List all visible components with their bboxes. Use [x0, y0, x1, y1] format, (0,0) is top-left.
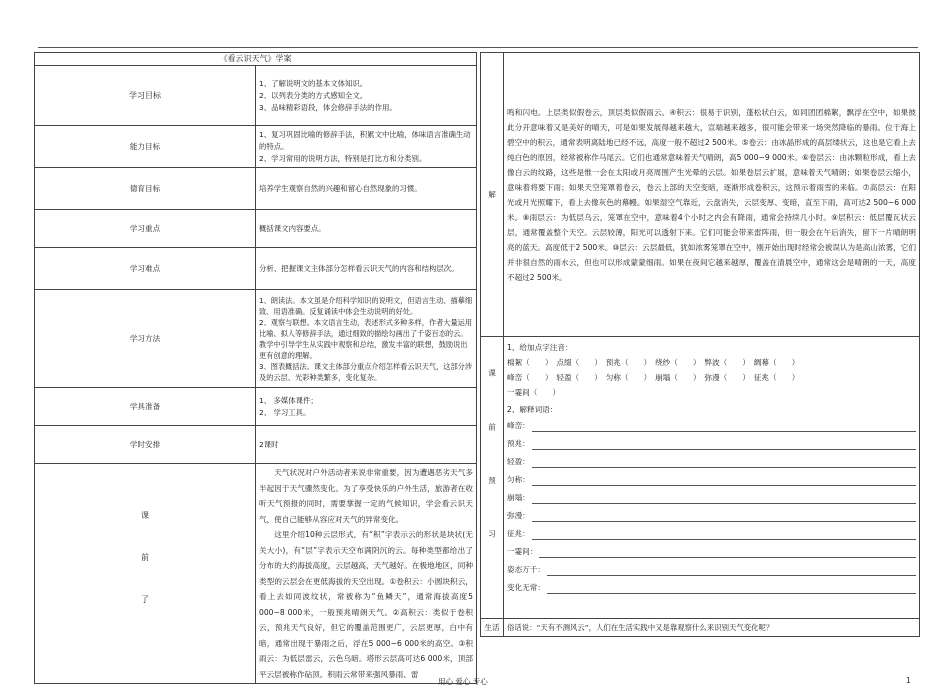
line: 1、复习巩固比喻的修辞手法，积累文中比喻，体味语言准确生动的特点。: [259, 129, 471, 151]
word-label: 崩塌：: [507, 493, 530, 502]
right-table: [480, 52, 920, 637]
line: 3、品味精彩语段，体会修辞手法的作用。: [259, 102, 397, 112]
answer-line[interactable]: [532, 493, 916, 504]
paragraph: 这里介绍10种云层形式，有“积”字表示云的形状是块状(无关大小)，有“层”字表示天空布满阴沉的云。每种类型都给出了分布的大约海拔高度，云层越高，天气越好。在极地地区，同种类型的云层会在更低海拔的天空出现。①卷积云：小圆块积云，看上去如同波纹状，常被称为“鱼鳞天”，通常海拔高度5 000~8 000米，一般预兆晴朗天气。②高积云：类似于卷积云，预兆天气良好，但它的覆盖范围更广，云层更厚，白中有暗，通常出现于暴雨之后，浮在5 000~6 000米的高空。③积雨云：为低层雷云，云色乌暗。塔形云层高可达6 000米，顶部平云层被称作砧顶。积雨云常带来强风暴雨、雷: [259, 530, 473, 679]
word-label: 变化无常：: [507, 583, 545, 592]
row-content: [504, 337, 920, 619]
answer-line[interactable]: [532, 457, 916, 468]
row-label: [35, 210, 256, 248]
row-content: [256, 126, 477, 168]
answer-line[interactable]: [532, 439, 916, 450]
left-page: [34, 52, 477, 684]
paragraph: 天气状况对户外活动者来说非常重要，因为遭遇恶劣天气多半起因于天气骤然变化。为了享受快乐的户外生活，旅游者在收听天气预报的同时，需要掌握一定的气候知识，学会看云识天气，使自己能够从容应对天气的异常变化。: [259, 468, 473, 524]
row-label: [35, 388, 256, 426]
word-row: [507, 507, 916, 525]
section-title: 2、解释词语：: [507, 405, 558, 414]
label-text: 能力目标: [129, 142, 161, 151]
line: 1、了解说明文的基本文体知识。: [259, 78, 368, 88]
answer-line[interactable]: [532, 511, 916, 522]
line: 1、 多媒体课件；: [259, 395, 318, 405]
word-label: 匀称：: [507, 475, 530, 484]
pinyin-row: 一霎间（ ）: [507, 388, 561, 397]
label-text: 学具准备: [129, 402, 161, 411]
label-text: 课前了: [140, 510, 150, 637]
row-content: [256, 210, 477, 248]
word-row: [507, 525, 916, 543]
label-text: 解: [488, 190, 496, 199]
answer-line[interactable]: [539, 547, 916, 558]
word-row: [507, 579, 916, 597]
pinyin-row: 棉絮（ ） 点缀（ ） 预兆（ ） 绕纱（ ） 弊波（ ） 绸幕（ ）: [507, 358, 800, 367]
row-label: [481, 337, 504, 619]
row-explanation: [481, 53, 920, 337]
answer-line[interactable]: [547, 565, 916, 576]
row-schedule: [35, 426, 477, 464]
answer-line[interactable]: [532, 421, 916, 432]
answer-line[interactable]: [547, 583, 916, 594]
label-text: 学时安排: [129, 440, 161, 449]
row-lesson-text: [35, 464, 477, 684]
word-label: 征兆：: [507, 529, 530, 538]
row-methods: [35, 290, 477, 388]
word-label: 预兆：: [507, 439, 530, 448]
word-label: 峰峦：: [507, 421, 530, 430]
row-study-goals: [35, 66, 477, 126]
row-label: [35, 290, 256, 388]
row-content: [256, 388, 477, 426]
row-label: [35, 66, 256, 126]
line: 2课时: [259, 439, 279, 449]
line: 3、图表概括法。课文主体部分重点介绍怎样看云识天气，这部分涉及的云层、光彩种类繁多，变化复杂。: [259, 361, 473, 382]
section-title: 1、给加点字注音：: [507, 343, 573, 352]
row-label: [35, 248, 256, 290]
line: 2、观察与联想。本文语言生动，表述形式多种多样，作者大量运用比喻、拟人等修辞手法，通过细致的描绘勾画出了千姿百态的云。: [259, 317, 473, 338]
row-difficulties: [35, 248, 477, 290]
question-text: 俗话说：“天有不测风云”，人们在生活实践中又是靠观察什么来识别天气变化呢？: [507, 622, 774, 632]
row-content: [256, 66, 477, 126]
row-materials: [35, 388, 477, 426]
label-text: 课前预习: [487, 368, 497, 584]
header-rule: [38, 47, 918, 48]
row-content: [256, 426, 477, 464]
word-row: [507, 489, 916, 507]
row-ability-goals: [35, 126, 477, 168]
row-label: [35, 126, 256, 168]
line: 1、朗读法。本文虽是介绍科学知识的说明文，但语言生动、描摹细致、用语准确。反复诵读中体会生动说明的好处。: [259, 295, 473, 316]
label-text: 生活: [484, 623, 500, 632]
answer-line[interactable]: [532, 529, 916, 540]
label-text: 学习方法: [129, 334, 161, 343]
row-content: [256, 248, 477, 290]
paragraph: 鸣和闪电。上层类似假卷云，顶层类似假雨云。④积云：很易于识别，蓬松状白云，如同团团棉絮，飘浮在空中，如果彼此分开意味着又是美好的晴天，可是如果发展得越来越大，宣端越来越多，很可能会带来一场突然降临的暴雨。位于海上碧空中的积云，通常表明离陆地已经不远，高度一般不超过2 500米。⑤卷云：由冰晶形成的高层缕状云，这也是它看上去纯白色的原因，经常被称作马尾云。它们也通常意味着天气晴朗，高5 000~9 000米。⑥卷层云：由冰颗粒形成，看上去像白云的纹路，这些是惟一会在太阳或月亮周围产生光晕的云层。如果卷层云扩展，意味着天气晴朗；如果卷层云缩小，意味着将要下雨；如果天空笼罩着卷云，卷云上部的天空变暗，逐渐形成卷积云，这预示着雨雪的来临。⑦高层云：在阳光或月光照耀下，看上去像灰色的幕幔。如果湿空气靠近，云盘消失，云层变厚、变暗，直至下雨，高可达2 500~6 000米。⑧雨层云：为低层乌云，笼罩在空中，意味着4个小时之内会有降雨，通常会持续几小时。⑨层积云：低层覆瓦状云层，通常覆盖整个天空。云层较薄，阳光可以透射下来。它们可能会带来雷阵雨，但一般会在午后消失，留下一片晴朗明亮的蓝天。高度低于2 500米。⑩层云：云层最低，犹如浓雾笼罩在空中，刚开始出现时经常会被误认为是高山浓雾，它们并非很自然的雨水云，但也可以形成蒙蒙细雨。如果在夜间它越来越厚，覆盖在清晨空中，通常这会是晴朗的一天，高度不超过2 500米。: [507, 107, 916, 282]
line: 分析、把握课文主体部分怎样看云识天气的内容和结构层次。: [259, 263, 459, 273]
row-label: [481, 619, 504, 637]
label-text: 学习难点: [129, 264, 161, 273]
row-label: [35, 168, 256, 210]
word-row: [507, 435, 916, 453]
right-page: [480, 52, 920, 637]
label-text: 德育目标: [129, 184, 161, 193]
footer-motto: 用心 爱心 专心: [438, 677, 488, 686]
line: 2、 学习工具。: [259, 407, 311, 417]
line: 概括课文内容要点。: [259, 223, 326, 233]
row-label: [35, 464, 256, 684]
line: 2、以列表分类的方式感知全文。: [259, 90, 368, 100]
row-content: [504, 619, 920, 637]
word-label: 一霎间：: [507, 547, 538, 556]
row-life: [481, 619, 920, 637]
pinyin-row: 峰峦（ ） 轻盈（ ） 匀称（ ） 崩塌（ ） 弥漫（ ） 征兆（ ）: [507, 373, 800, 382]
line: 教学中引导学生从实践中观察和总结，激发丰富的联想，鼓励说出更有创意的理解。: [259, 339, 468, 360]
document-title: 《看云识天气》学案: [35, 53, 477, 66]
row-content: [504, 53, 920, 337]
row-label: [481, 53, 504, 337]
row-label: [35, 426, 256, 464]
line: 2、学习常用的说明方法，特别是打比方和分类别。: [259, 153, 427, 163]
word-row: [507, 453, 916, 471]
word-label: 姿态万千：: [507, 565, 545, 574]
label-text: 学习目标: [129, 91, 161, 100]
word-row: [507, 561, 916, 579]
row-content: [256, 290, 477, 388]
word-label: 弥漫：: [507, 511, 530, 520]
row-preview: [481, 337, 920, 619]
word-label: 轻盈：: [507, 457, 530, 466]
answer-line[interactable]: [532, 475, 916, 486]
row-content: [256, 168, 477, 210]
label-text: 学习重点: [129, 224, 161, 233]
word-row: [507, 543, 916, 561]
row-moral-goals: [35, 168, 477, 210]
lesson-plan-table: [34, 52, 477, 684]
row-key-points: [35, 210, 477, 248]
line: 培养学生观察自然的兴趣和留心自然现象的习惯。: [259, 183, 422, 193]
word-row: [507, 417, 916, 435]
row-content: [256, 464, 477, 684]
word-row: [507, 471, 916, 489]
page-number: 1: [906, 676, 911, 685]
